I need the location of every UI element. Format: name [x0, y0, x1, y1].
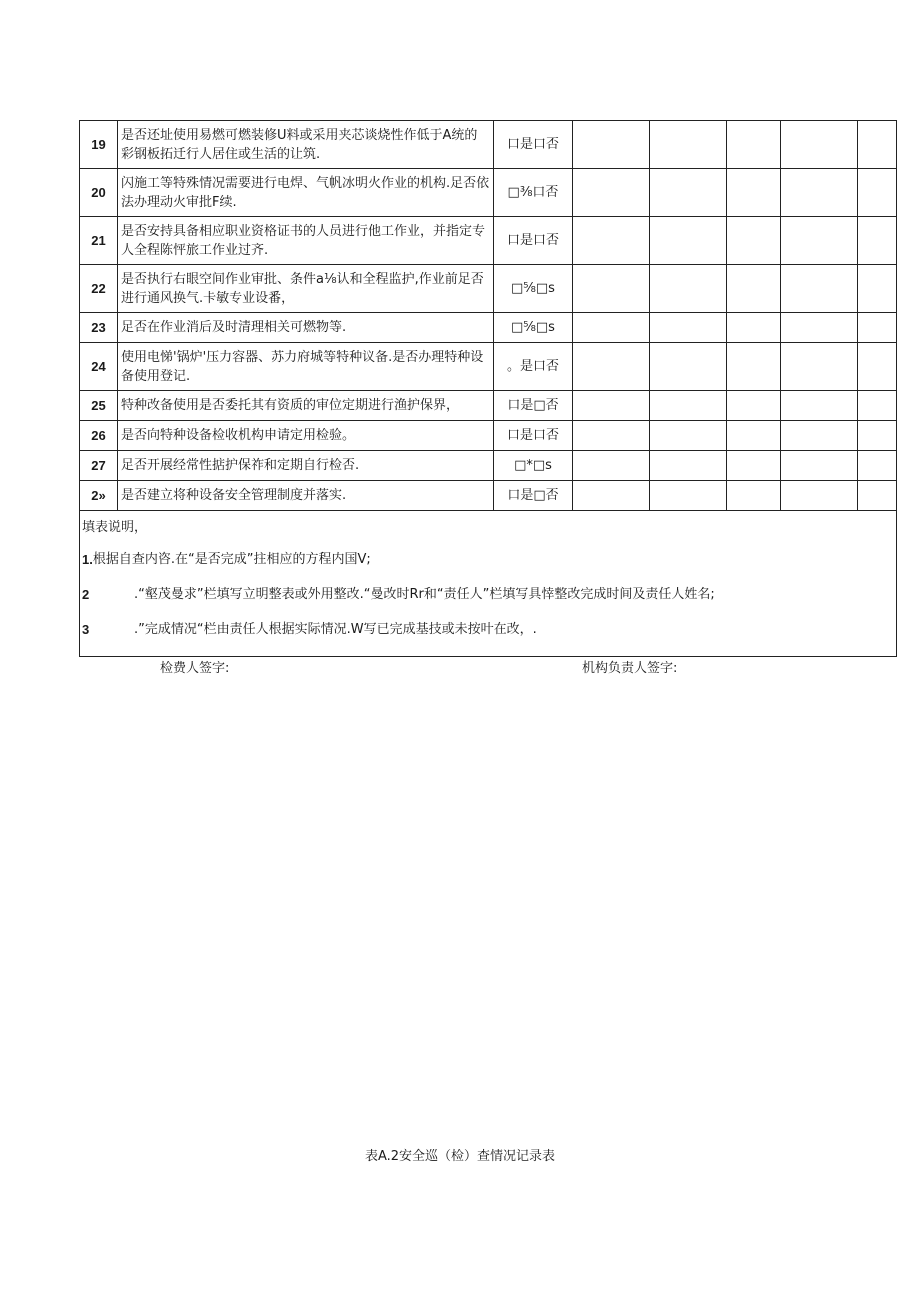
row-number: 20 — [80, 169, 118, 217]
blank-cell[interactable] — [650, 451, 727, 481]
blank-cell[interactable] — [727, 421, 781, 451]
note-number: 2 — [82, 587, 90, 602]
blank-cell[interactable] — [650, 121, 727, 169]
blank-cell[interactable] — [858, 265, 897, 313]
blank-cell[interactable] — [727, 343, 781, 391]
blank-cell[interactable] — [650, 481, 727, 511]
row-number: 27 — [80, 451, 118, 481]
blank-cell[interactable] — [573, 343, 650, 391]
yes-no-checkbox-cell[interactable]: 口是口否 — [494, 421, 573, 451]
blank-cell[interactable] — [573, 265, 650, 313]
blank-cell[interactable] — [858, 217, 897, 265]
notes-cell — [80, 511, 897, 657]
blank-cell[interactable] — [858, 343, 897, 391]
blank-cell[interactable] — [858, 313, 897, 343]
blank-cell[interactable] — [650, 421, 727, 451]
table-row — [80, 391, 897, 421]
inspection-item: 使用电悌'锅炉'压力容器、苏力府城等特种议备.是否办理特种设备使用登记. — [118, 343, 494, 391]
blank-cell[interactable] — [781, 421, 858, 451]
inspection-item: 是否安持具备相应职业资格证书的人员进行他工作业，并指定专人全程陈怦旅工作业过齐. — [118, 217, 494, 265]
blank-cell[interactable] — [781, 451, 858, 481]
blank-cell[interactable] — [573, 121, 650, 169]
blank-cell[interactable] — [573, 421, 650, 451]
inspection-item: 是否建立将种设备安全管理制度并落实. — [118, 481, 494, 511]
blank-cell[interactable] — [727, 121, 781, 169]
table-row — [80, 265, 897, 313]
yes-no-checkbox-cell[interactable]: 口是□否 — [494, 481, 573, 511]
blank-cell[interactable] — [727, 481, 781, 511]
inspection-item: 是否执行右眼空间作业审批、条件a⅛认和全程监护,作业前足否进行通风换气.卡敏专业设番， — [118, 265, 494, 313]
note-item-2 — [82, 580, 896, 615]
yes-no-checkbox-cell[interactable]: □⅝□s — [494, 313, 573, 343]
table-row — [80, 169, 897, 217]
blank-cell[interactable] — [650, 391, 727, 421]
yes-no-checkbox-cell[interactable]: 。是口否 — [494, 343, 573, 391]
blank-cell[interactable] — [573, 391, 650, 421]
blank-cell[interactable] — [781, 343, 858, 391]
head-signature-label: 机构负责人签字: — [582, 661, 678, 676]
note-number: 1. — [82, 552, 93, 567]
blank-cell[interactable] — [650, 343, 727, 391]
inspection-item: 是否还址使用易燃可燃装修U料或采用夹芯谈烧性作低于A统的彩钢板拓迁行人居住或生活的让筑. — [118, 121, 494, 169]
row-number: 22 — [80, 265, 118, 313]
blank-cell[interactable] — [573, 451, 650, 481]
notes-title: 填表说明， — [82, 520, 148, 535]
blank-cell[interactable] — [727, 391, 781, 421]
blank-cell[interactable] — [573, 313, 650, 343]
row-number: 19 — [80, 121, 118, 169]
blank-cell[interactable] — [650, 217, 727, 265]
note-text: .“壑茂曼求”栏填写立明整表或外用整改.“曼改时Rr和“责任人”栏填写具悻整改完成时间及责任人姓名; — [134, 587, 715, 602]
table-row — [80, 421, 897, 451]
inspection-item: 是否向特种设备检收机构申请定用检验。 — [118, 421, 494, 451]
table-row — [80, 451, 897, 481]
blank-cell[interactable] — [858, 451, 897, 481]
notes-row — [80, 511, 897, 657]
note-item-3 — [82, 615, 896, 650]
blank-cell[interactable] — [781, 121, 858, 169]
blank-cell[interactable] — [781, 169, 858, 217]
inspection-table — [79, 120, 897, 657]
inspection-item: 足否开展经常性掂护保祚和定期自行检否. — [118, 451, 494, 481]
blank-cell[interactable] — [573, 169, 650, 217]
table-row — [80, 313, 897, 343]
table-row — [80, 481, 897, 511]
yes-no-checkbox-cell[interactable]: 口是□否 — [494, 391, 573, 421]
blank-cell[interactable] — [573, 481, 650, 511]
blank-cell[interactable] — [781, 481, 858, 511]
blank-cell[interactable] — [650, 169, 727, 217]
blank-cell[interactable] — [727, 265, 781, 313]
table-row — [80, 217, 897, 265]
blank-cell[interactable] — [858, 481, 897, 511]
blank-cell[interactable] — [573, 217, 650, 265]
blank-cell[interactable] — [727, 217, 781, 265]
blank-cell[interactable] — [727, 169, 781, 217]
inspection-item: 足否在作业消后及时清理相关可燃物等. — [118, 313, 494, 343]
blank-cell[interactable] — [781, 217, 858, 265]
blank-cell[interactable] — [727, 451, 781, 481]
blank-cell[interactable] — [858, 421, 897, 451]
blank-cell[interactable] — [858, 391, 897, 421]
row-number: 24 — [80, 343, 118, 391]
note-item-1 — [82, 545, 896, 580]
blank-cell[interactable] — [781, 313, 858, 343]
note-text: 根据自查内咨.在“是否完成”拄相应的方程内国V; — [92, 552, 371, 567]
table-row — [80, 121, 897, 169]
table-caption: 表A.2安全巡（检）查情况记录表 — [364, 1149, 556, 1164]
yes-no-checkbox-cell[interactable]: 口是口否 — [494, 217, 573, 265]
blank-cell[interactable] — [727, 313, 781, 343]
blank-cell[interactable] — [858, 169, 897, 217]
yes-no-checkbox-cell[interactable]: □⅜口否 — [494, 169, 573, 217]
row-number: 25 — [80, 391, 118, 421]
blank-cell[interactable] — [858, 121, 897, 169]
row-number: 21 — [80, 217, 118, 265]
row-number: 2» — [80, 481, 118, 511]
blank-cell[interactable] — [650, 313, 727, 343]
note-number: 3 — [82, 622, 90, 637]
yes-no-checkbox-cell[interactable]: 口是口否 — [494, 121, 573, 169]
table-body — [80, 121, 897, 657]
table-row — [80, 343, 897, 391]
inspection-item: 特种改备使用是否委托其有资质的审位定期进行渔护保界， — [118, 391, 494, 421]
row-number: 23 — [80, 313, 118, 343]
inspection-item: 闪施工等特殊情况需要进行电焊、气帆冰明火作业的机构.足否依法办理动火审批F续. — [118, 169, 494, 217]
note-text: .”完成情况“栏由责任人根据实际情况.W写已完成基技或未按叶在改，. — [134, 622, 537, 637]
blank-cell[interactable] — [781, 265, 858, 313]
inspector-signature-label: 检费人签字: — [160, 661, 230, 676]
yes-no-checkbox-cell[interactable]: □*□s — [494, 451, 573, 481]
blank-cell[interactable] — [781, 391, 858, 421]
row-number: 26 — [80, 421, 118, 451]
yes-no-checkbox-cell[interactable]: □⅝□s — [494, 265, 573, 313]
blank-cell[interactable] — [650, 265, 727, 313]
